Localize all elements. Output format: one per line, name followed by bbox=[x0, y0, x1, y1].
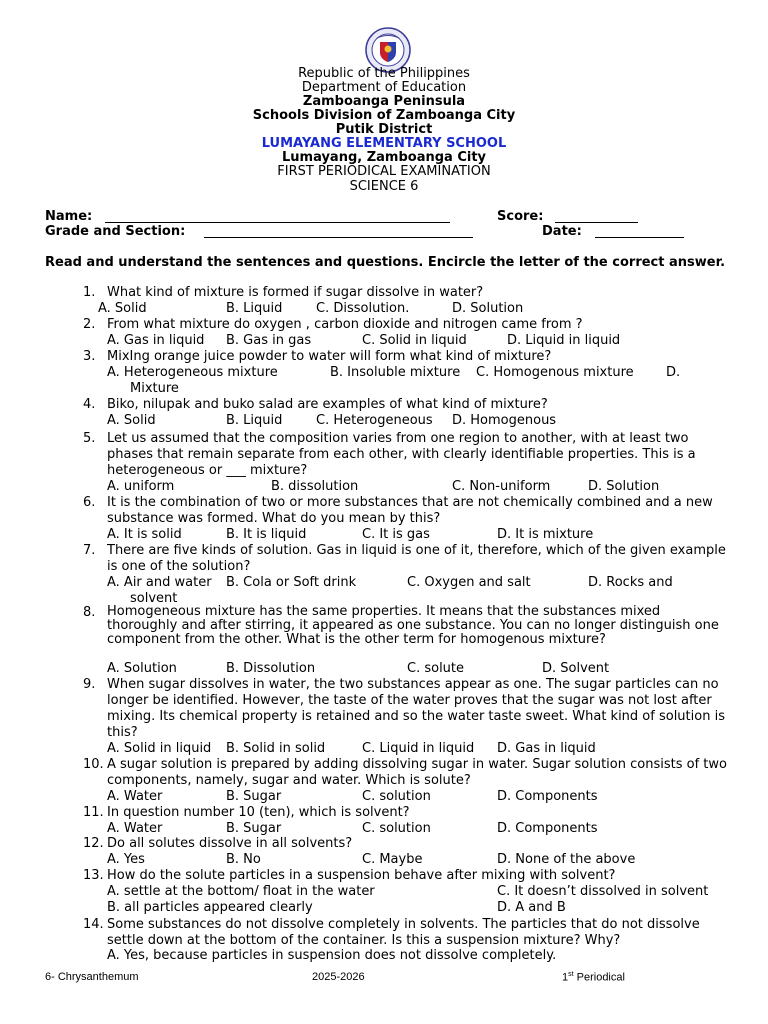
question-text: A sugar solution is prepared by adding dissolving sugar in water. Sugar solution consists of two components, namely, sugar and water. Which is solute? bbox=[107, 757, 727, 788]
question-number: 10. bbox=[83, 757, 104, 772]
question-text: In question number 10 (ten), which is solvent? bbox=[107, 805, 410, 820]
choice-b[interactable]: B. Cola or Soft drink bbox=[226, 575, 357, 590]
header-address: Lumayang, Zamboanga City bbox=[281, 150, 487, 165]
header-district: Putik District bbox=[335, 122, 433, 137]
name-label: Name: bbox=[45, 209, 93, 224]
header-subject: SCIENCE 6 bbox=[349, 179, 419, 194]
header-division: Schools Division of Zamboanga City bbox=[252, 108, 516, 123]
question-number: 4. bbox=[83, 397, 96, 412]
footer-school-year: 2025-2026 bbox=[312, 971, 365, 983]
choice-b[interactable]: B. Gas in gas bbox=[226, 333, 312, 348]
choice-a[interactable]: A. Gas in liquid bbox=[107, 333, 205, 348]
choice-b[interactable]: B. dissolution bbox=[271, 479, 359, 494]
header-school: LUMAYANG ELEMENTARY SCHOOL bbox=[261, 136, 507, 151]
choice-d[interactable]: D. It is mixture bbox=[497, 527, 594, 542]
question-number: 9. bbox=[83, 677, 96, 692]
choice-b[interactable]: B. No bbox=[226, 852, 261, 867]
question-number: 11. bbox=[83, 805, 104, 820]
choice-c[interactable]: C. Heterogeneous bbox=[316, 413, 433, 428]
name-field[interactable] bbox=[105, 222, 450, 223]
footer-period bbox=[562, 971, 625, 984]
question-text: What kind of mixture is formed if sugar dissolve in water? bbox=[107, 285, 484, 300]
choice-c[interactable]: C. solution bbox=[362, 789, 431, 804]
question-text: Let us assumed that the composition varies from one region to another, with at least two phases that remain separate from each other, with clearly identifiable properties. This is a heterogeneous or ___ mixture? bbox=[107, 431, 696, 478]
question-number: 13. bbox=[83, 868, 104, 883]
choice-c[interactable]: C. solute bbox=[407, 661, 465, 676]
choice-d[interactable]: D. None of the above bbox=[497, 852, 636, 867]
choice-d[interactable]: D. Rocks and bbox=[588, 575, 673, 590]
grade-section-field[interactable] bbox=[204, 237, 473, 238]
choice-a[interactable]: A. Water bbox=[107, 821, 163, 836]
header-department: Department of Education bbox=[301, 80, 467, 95]
choice-b[interactable]: B. all particles appeared clearly bbox=[107, 900, 313, 915]
header-region: Zamboanga Peninsula bbox=[302, 94, 466, 109]
footer-period-word: Periodical bbox=[573, 971, 625, 984]
choice-c[interactable]: C. Non-uniform bbox=[452, 479, 551, 494]
choice-a[interactable]: A. Heterogeneous mixture bbox=[107, 365, 278, 380]
footer-section: 6- Chrysanthemum bbox=[45, 971, 139, 983]
choice-b[interactable]: B. Sugar bbox=[226, 821, 282, 836]
question-text: There are five kinds of solution. Gas in liquid is one of it, therefore, which of the given example is one of the solution? bbox=[107, 543, 726, 574]
choice-d[interactable]: D. Solution bbox=[452, 301, 524, 316]
choice-b[interactable]: B. Sugar bbox=[226, 789, 282, 804]
score-field[interactable] bbox=[555, 222, 638, 223]
choice-d[interactable]: D. Solvent bbox=[542, 661, 610, 676]
choice-a[interactable]: A. Yes, because particles in suspension does not dissolve completely. bbox=[107, 948, 557, 963]
choice-d[interactable]: D. Components bbox=[497, 821, 598, 836]
footer-period-number: 1 bbox=[562, 971, 569, 984]
choice-b[interactable]: B. Insoluble mixture bbox=[330, 365, 461, 380]
question-text: From what mixture do oxygen , carbon dioxide and nitrogen came from ? bbox=[107, 317, 583, 332]
choice-a[interactable]: A. Yes bbox=[107, 852, 145, 867]
question-number: 7. bbox=[83, 543, 96, 558]
date-label: Date: bbox=[542, 224, 582, 239]
question-number: 8. bbox=[83, 605, 96, 620]
question-text: Homogeneous mixture has the same properties. It means that the substances mixed thoroughly and after stirring, it appeared as one substance. You can no longer distinguish one component from the other. What is the other term for homogenous mixture? bbox=[107, 604, 719, 647]
question-text: It is the combination of two or more substances that are not chemically combined and a new substance was formed. What do you mean by this? bbox=[107, 495, 713, 526]
score-label: Score: bbox=[497, 209, 544, 224]
date-field[interactable] bbox=[595, 237, 684, 238]
question-text: When sugar dissolves in water, the two substances appear as one. The sugar particles can no longer be identified. However, the taste of the water proves that the sugar was not lost after mixing. Its chemical property is retained and so the water taste sweet. What kind of solution is this? bbox=[107, 677, 725, 740]
choice-d[interactable]: D. Components bbox=[497, 789, 598, 804]
choice-d[interactable]: D. bbox=[666, 365, 681, 380]
question-text: How do the solute particles in a suspension behave after mixing with solvent? bbox=[107, 868, 616, 883]
grade-section-label: Grade and Section: bbox=[45, 224, 186, 239]
question-number: 3. bbox=[83, 349, 96, 364]
footer-period-suffix: st bbox=[568, 971, 574, 978]
choice-a[interactable]: A. Water bbox=[107, 789, 163, 804]
choice-c[interactable]: C. Solid in liquid bbox=[362, 333, 467, 348]
choice-a[interactable]: A. uniform bbox=[107, 479, 175, 494]
choice-d[interactable]: D. Gas in liquid bbox=[497, 741, 596, 756]
choice-b[interactable]: B. Liquid bbox=[226, 301, 283, 316]
choice-c[interactable]: C. It doesn’t dissolved in solvent bbox=[497, 884, 709, 899]
choice-a[interactable]: A. Air and water bbox=[107, 575, 212, 590]
question-number: 2. bbox=[83, 317, 96, 332]
header-exam-title: FIRST PERIODICAL EXAMINATION bbox=[277, 164, 491, 179]
choice-a[interactable]: A. It is solid bbox=[107, 527, 182, 542]
choice-b[interactable]: B. Dissolution bbox=[226, 661, 316, 676]
choice-a[interactable]: A. settle at the bottom/ float in the water bbox=[107, 884, 375, 899]
question-text: Some substances do not dissolve completely in solvents. The particles that do not dissolve settle down at the bottom of the container. Is this a suspension mixture? Why? bbox=[107, 917, 700, 948]
choice-c[interactable]: C. Oxygen and salt bbox=[407, 575, 531, 590]
choice-c[interactable]: C. Dissolution. bbox=[316, 301, 410, 316]
question-number: 14. bbox=[83, 917, 104, 932]
choice-b[interactable]: B. It is liquid bbox=[226, 527, 307, 542]
choice-d[interactable]: D. Liquid in liquid bbox=[507, 333, 621, 348]
question-number: 5. bbox=[83, 431, 96, 446]
choice-d[interactable]: D. A and B bbox=[497, 900, 566, 915]
choice-c[interactable]: C. Homogenous mixture bbox=[476, 365, 634, 380]
choice-a[interactable]: A. Solid in liquid bbox=[107, 741, 212, 756]
choice-d-continued: solvent bbox=[130, 591, 178, 606]
choice-d[interactable]: D. Solution bbox=[588, 479, 660, 494]
question-number: 1. bbox=[83, 285, 96, 300]
choice-c[interactable]: C. solution bbox=[362, 821, 431, 836]
choice-d[interactable]: D. Homogenous bbox=[452, 413, 557, 428]
choice-c[interactable]: C. Maybe bbox=[362, 852, 423, 867]
header-republic: Republic of the Philippines bbox=[298, 66, 470, 81]
choice-d-continued: Mixture bbox=[130, 381, 179, 396]
choice-a[interactable]: A. Solid bbox=[107, 413, 156, 428]
question-text: Biko, nilupak and buko salad are examples of what kind of mixture? bbox=[107, 397, 548, 412]
instructions: Read and understand the sentences and questions. Encircle the letter of the correct answer. bbox=[45, 255, 726, 270]
choice-b[interactable]: B. Solid in solid bbox=[226, 741, 326, 756]
question-text: Do all solutes dissolve in all solvents? bbox=[107, 836, 353, 851]
question-number: 12. bbox=[83, 836, 104, 851]
choice-c[interactable]: C. It is gas bbox=[362, 527, 430, 542]
choice-b[interactable]: B. Liquid bbox=[226, 413, 283, 428]
choice-c[interactable]: C. Liquid in liquid bbox=[362, 741, 475, 756]
question-text: MixIng orange juice powder to water will form what kind of mixture? bbox=[107, 349, 552, 364]
question-number: 6. bbox=[83, 495, 96, 510]
choice-a[interactable]: A. Solid bbox=[98, 301, 147, 316]
choice-a[interactable]: A. Solution bbox=[107, 661, 177, 676]
